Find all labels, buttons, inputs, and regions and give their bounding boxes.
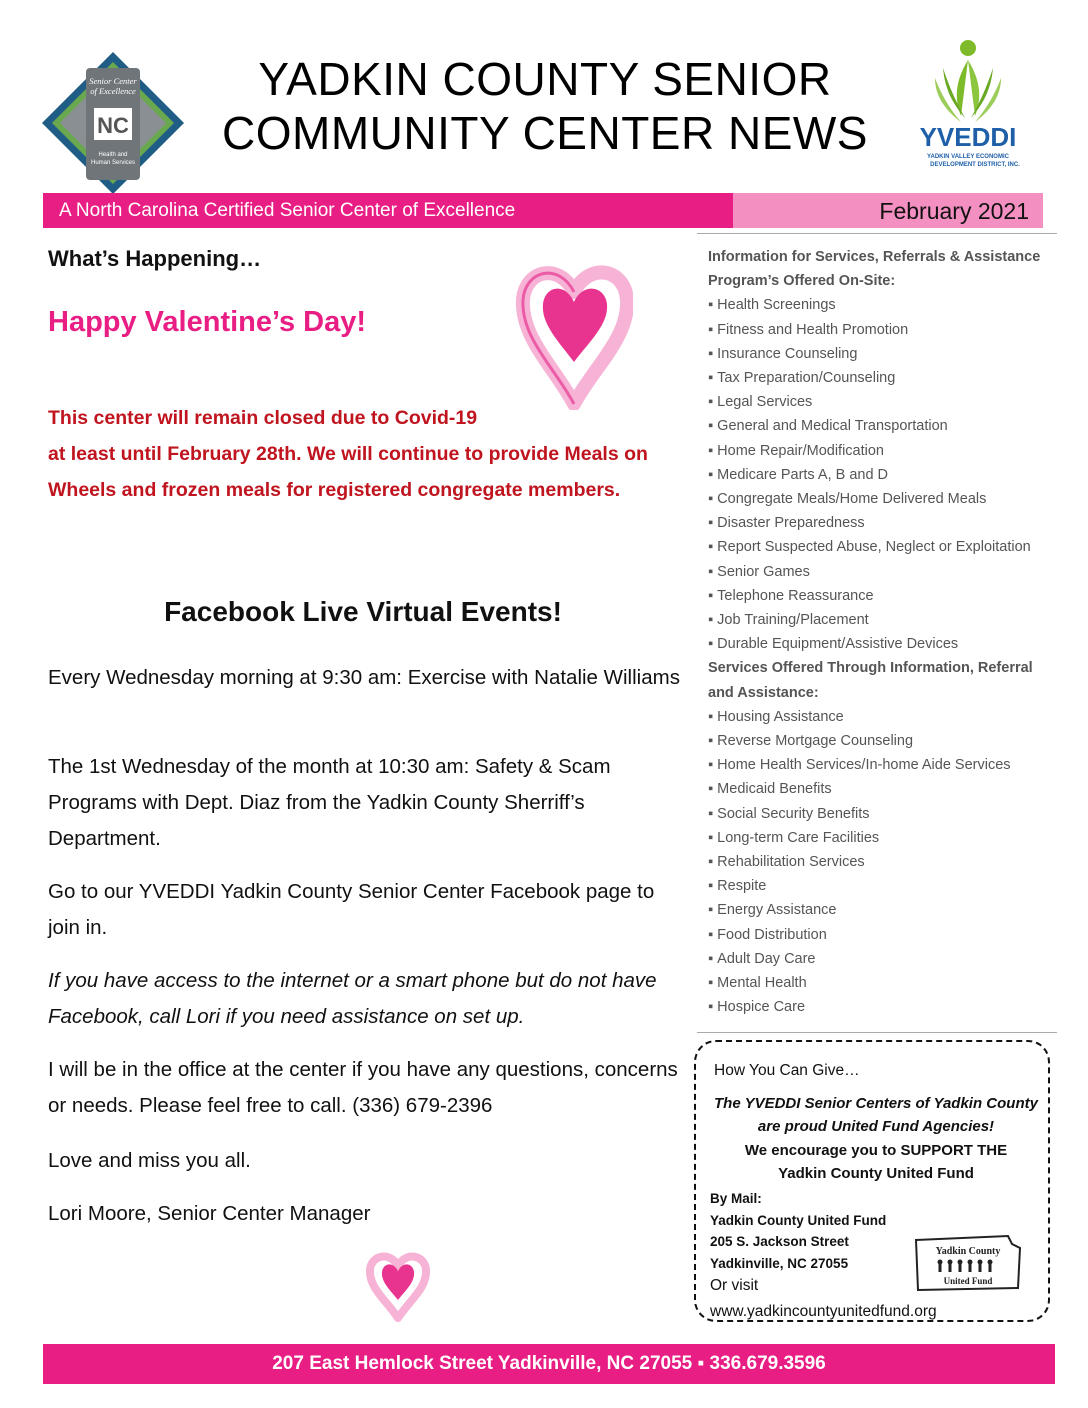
small-heart-icon (366, 1248, 430, 1322)
facebook-page-note: Go to our YVEDDI Yadkin County Senior Center Facebook page to join in. (48, 880, 655, 939)
badge-text-bottom-1: Health and (98, 152, 128, 158)
signature: Lori Moore, Senior Center Manager (48, 1202, 371, 1225)
list-item: ▪ Home Repair/Modification (708, 439, 1053, 463)
banner-text: A North Carolina Certified Senior Center of Excellence (59, 200, 516, 221)
heart-icon (515, 258, 633, 410)
senior-center-excellence-badge (40, 50, 186, 196)
list-item: ▪ Fitness and Health Promotion (708, 318, 1053, 342)
list-item: ▪ General and Medical Transportation (708, 414, 1053, 438)
logo-subtitle-1: YADKIN VALLEY ECONOMIC (927, 154, 1009, 160)
badge-letters: NC (97, 113, 129, 138)
list-item: ▪ Congregate Meals/Home Delivered Meals (708, 487, 1053, 511)
badge-text-bottom-2: Human Services (90, 160, 136, 166)
closure-line-2: at least until February 28th. We will continue to provide Meals on Wheels and frozen meals for registered congregate members. (48, 443, 648, 501)
list-item: ▪ Medicare Parts A, B and D (708, 463, 1053, 487)
mail-address (710, 1188, 886, 1274)
list-item: ▪ Energy Assistance (708, 898, 1053, 922)
list-item: ▪ Report Suspected Abuse, Neglect or Exploitation (708, 535, 1053, 559)
sidebar-divider-bottom (697, 1032, 1057, 1033)
mail-city: Yadkinville, NC 27055 (710, 1255, 849, 1271)
list-item: ▪ Disaster Preparedness (708, 511, 1053, 535)
yveddi-logo (905, 38, 1055, 174)
give-title: How You Can Give… (714, 1062, 860, 1079)
list-item: ▪ Housing Assistance (708, 705, 1053, 729)
list-item: ▪ Respite (708, 874, 1053, 898)
give-line-1: The YVEDDI Senior Centers of Yadkin County (714, 1095, 1038, 1112)
list-item: ▪ Food Distribution (708, 923, 1053, 947)
list-item: ▪ Hospice Care (708, 995, 1053, 1019)
list-item: ▪ Legal Services (708, 390, 1053, 414)
list-item: ▪ Job Training/Placement (708, 608, 1053, 632)
whats-happening-heading: What’s Happening… (48, 246, 262, 271)
facebook-events-heading: Facebook Live Virtual Events! (164, 596, 562, 627)
or-visit: Or visit (710, 1277, 759, 1294)
uf-logo-text-1: Yadkin County (935, 1246, 1001, 1257)
sidebar-divider-top (697, 233, 1057, 234)
title-line-1: YADKIN COUNTY SENIOR (258, 53, 832, 105)
event-safety-scam: The 1st Wednesday of the month at 10:30 am: Safety & Scam Programs with Dept. Diaz from the Yadkin County Sherriff’s Department. (48, 755, 611, 850)
mail-street: 205 S. Jackson Street (710, 1234, 849, 1249)
list-item: ▪ Home Health Services/In-home Aide Services (708, 753, 1053, 777)
love-note: Love and miss you all. (48, 1149, 251, 1172)
list-item: ▪ Insurance Counseling (708, 342, 1053, 366)
list-item: ▪ Senior Games (708, 560, 1053, 584)
issue-date: February 2021 (879, 198, 1029, 224)
list-item: ▪ Reverse Mortgage Counseling (708, 729, 1053, 753)
give-line-3: We encourage you to SUPPORT THE (744, 1142, 1008, 1159)
mail-label: By Mail: (710, 1191, 762, 1206)
onsite-header: Program’s Offered On-Site: (708, 273, 896, 290)
badge-text-top-2: of Excellence (90, 86, 136, 96)
event-exercise: Every Wednesday morning at 9:30 am: Exercise with Natalie Williams (48, 666, 680, 689)
title-line-2: COMMUNITY CENTER NEWS (222, 107, 868, 159)
footer-address-bar (43, 1344, 1055, 1384)
logo-subtitle-2: DEVELOPMENT DISTRICT, INC. (930, 162, 1020, 168)
mail-name: Yadkin County United Fund (710, 1212, 887, 1228)
banner-right (733, 193, 1043, 228)
visit-info (710, 1273, 937, 1325)
services-header: Information for Services, Referrals & Assistance (708, 249, 1041, 265)
page-title (200, 52, 890, 160)
united-fund-link[interactable]: www.yadkincountyunitedfund.org (710, 1303, 937, 1320)
valentine-heading: Happy Valentine’s Day! (48, 306, 367, 338)
list-item: ▪ Mental Health (708, 971, 1053, 995)
closure-line-1: This center will remain closed due to Covid-19 (48, 407, 478, 429)
services-sidebar (708, 245, 1053, 1020)
give-line-2: are proud United Fund Agencies! (757, 1118, 995, 1135)
internet-assistance-note: If you have access to the internet or a smart phone but do not have Facebook, call Lori if you need assistance on set up. (48, 969, 657, 1028)
list-item: ▪ Medicaid Benefits (708, 777, 1053, 801)
give-support-note (700, 1139, 1052, 1185)
closure-notice (48, 400, 688, 508)
list-item: ▪ Tax Preparation/Counseling (708, 366, 1053, 390)
list-item: ▪ Durable Equipment/Assistive Devices (708, 632, 1053, 656)
logo-name: YVEDDI (919, 122, 1017, 152)
give-agency-note (700, 1092, 1052, 1138)
footer-text: 207 East Hemlock Street Yadkinville, NC 27055 ▪ 336.679.3596 (272, 1353, 826, 1374)
list-item: ▪ Long-term Care Facilities (708, 826, 1053, 850)
banner-left (43, 193, 733, 228)
badge-text-top-1: Senior Center (89, 76, 137, 86)
uf-logo-text-2: United Fund (943, 1276, 993, 1286)
united-fund-logo (912, 1232, 1024, 1294)
list-item: ▪ Health Screenings (708, 293, 1053, 317)
list-item: ▪ Telephone Reassurance (708, 584, 1053, 608)
list-item: ▪ Rehabilitation Services (708, 850, 1053, 874)
list-item: ▪ Adult Day Care (708, 947, 1053, 971)
office-contact-note: I will be in the office at the center if you have any questions, concerns or needs. Please feel free to call. (336) 679-2396 (48, 1058, 678, 1117)
referral-header: Services Offered Through Information, Referral and Assistance: (708, 660, 1033, 701)
give-line-4: Yadkin County United Fund (778, 1165, 974, 1182)
list-item: ▪ Social Security Benefits (708, 802, 1053, 826)
subtitle-banner (43, 193, 1043, 228)
